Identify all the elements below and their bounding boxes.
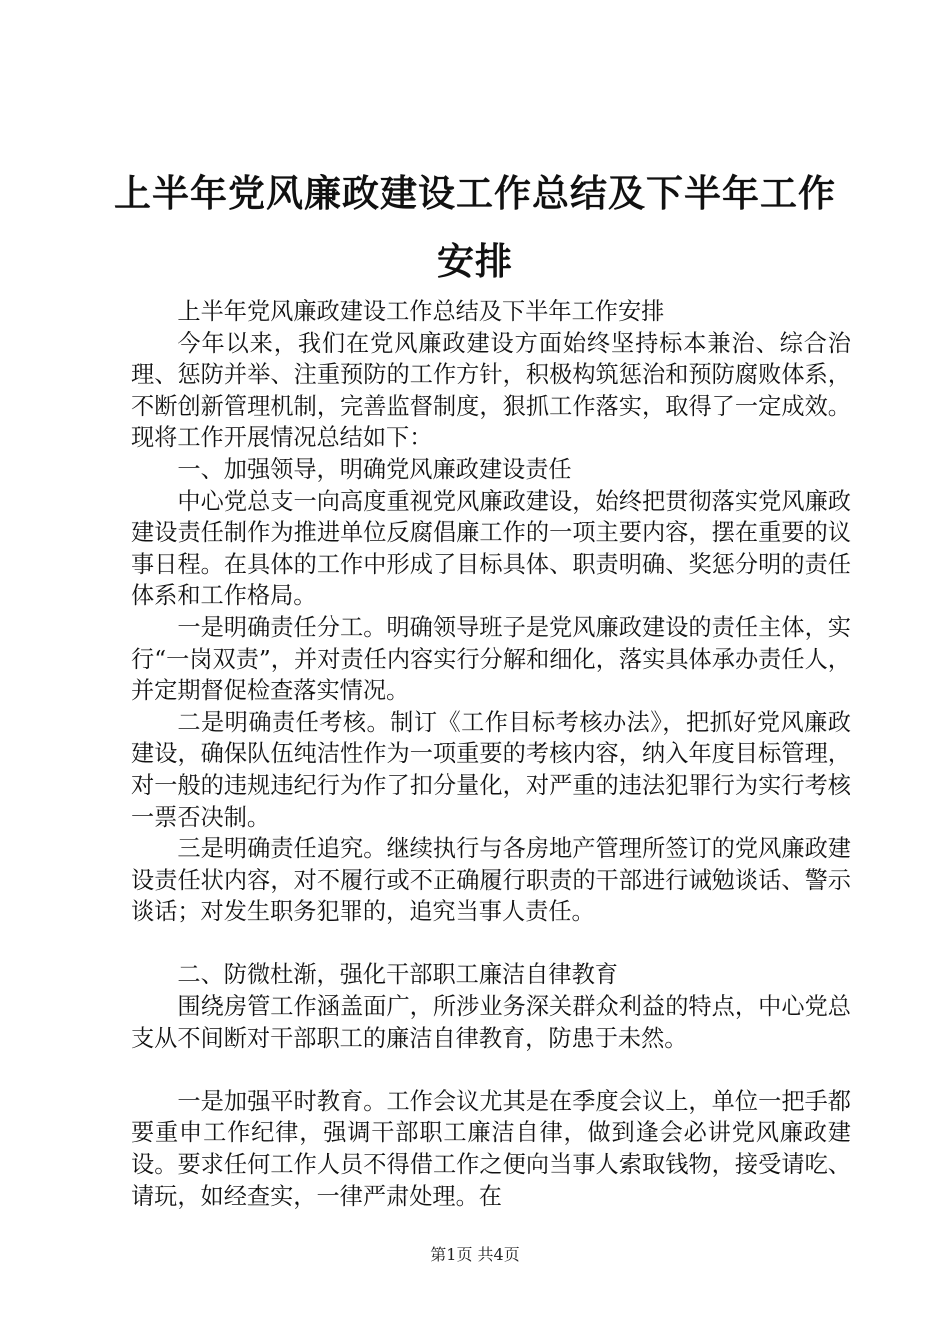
paragraph-section-2-intro: 围绕房管工作涵盖面广，所涉业务深关群众利益的特点，中心党总支从不间断对干部职工的廉洁自律教育，防患于未然。 (131, 993, 851, 1052)
paragraph-section-1-intro: 中心党总支一向高度重视党风廉政建设，始终把贯彻落实党风廉政建设责任制作为推进单位反腐倡廉工作的一项主要内容，摆在重要的议事日程。在具体的工作中形成了目标具体、职责明确、奖惩分明的责任体系和工作格局。 (131, 487, 851, 610)
paragraph-education-1: 一是加强平时教育。工作会议尤其是在季度会议上，单位一把手都要重申工作纪律，强调干部职工廉洁自律，做到逢会必讲党风廉政建设。要求任何工作人员不得借工作之便向当事人索取钱物，接受请吃、请玩，如经查实，一律严肃处理。在 (131, 1087, 851, 1210)
paragraph-subtitle: 上半年党风廉政建设工作总结及下半年工作安排 (177, 298, 665, 325)
section-heading-2: 二、防微杜渐，强化干部职工廉洁自律教育 (177, 961, 618, 989)
paragraph-point-2: 二是明确责任考核。制订《工作目标考核办法》，把抓好党风廉政建设，确保队伍纯洁性作为一项重要的考核内容，纳入年度目标管理，对一般的违规违纪行为作了扣分量化，对严重的违法犯罪行为实行考核一票否决制。 (131, 708, 851, 831)
section-heading-1: 一、加强领导，明确党风廉政建设责任 (177, 455, 572, 483)
paragraph-point-1: 一是明确责任分工。明确领导班子是党风廉政建设的责任主体，实行“一岗双责”，并对责任内容实行分解和细化，落实具体承办责任人，并定期督促检查落实情况。 (131, 613, 851, 705)
document-title: 上半年党风廉政建设工作总结及下半年工作安排 (114, 172, 836, 283)
paragraph-point-3: 三是明确责任追究。继续执行与各房地产管理所签订的党风廉政建设责任状内容，对不履行或不正确履行职责的干部进行诫勉谈话、警示谈话；对发生职务犯罪的，追究当事人责任。 (131, 835, 851, 926)
paragraph-intro: 今年以来，我们在党风廉政建设方面始终坚持标本兼治、综合治理、惩防并举、注重预防的工作方针，积极构筑惩治和预防腐败体系，不断创新管理机制，完善监督制度，狠抓工作落实，取得了一定成效。现将工作开展情况总结如下： (131, 329, 851, 452)
document-body (131, 296, 851, 1212)
page-footer: 第1页 共4页 (430, 1245, 520, 1264)
